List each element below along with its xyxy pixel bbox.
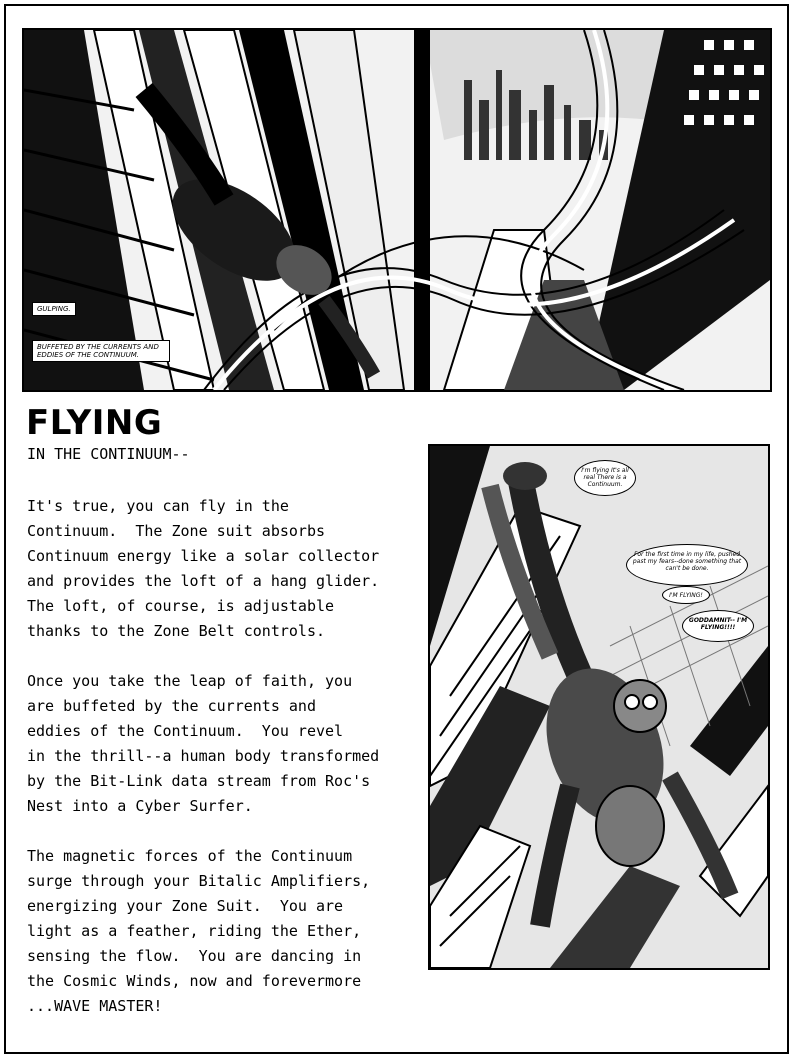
speech-balloon-4: GODDAMNIT-- I'M FLYING!!!!: [682, 610, 754, 642]
text-line: ...WAVE MASTER!: [27, 997, 163, 1015]
text-line: thanks to the Zone Belt controls.: [27, 622, 326, 640]
text-line: energizing your Zone Suit. You are: [27, 897, 344, 915]
text-line: eddies of the Continuum. You revel: [27, 722, 344, 740]
article-body: [27, 494, 422, 1019]
text-line: light as a feather, riding the Ether,: [27, 922, 362, 940]
text-line: Once you take the leap of faith, you: [27, 672, 353, 690]
text-line: Continuum energy like a solar collector: [27, 547, 380, 565]
text-line: Nest into a Cyber Surfer.: [27, 797, 253, 815]
city-flight-illustration: [24, 30, 770, 390]
text-line: The magnetic forces of the Continuum: [27, 847, 353, 865]
article-subtitle: IN THE CONTINUUM--: [27, 445, 190, 463]
text-line: It's true, you can fly in the: [27, 497, 289, 515]
article-title: FLYING: [26, 403, 163, 443]
paragraph-1: [27, 494, 422, 644]
paragraph-2: [27, 669, 422, 819]
diving-figure-illustration: [430, 446, 768, 968]
text-line: by the Bit-Link data stream from Roc's: [27, 772, 371, 790]
text-line: and provides the loft of a hang glider.: [27, 572, 380, 590]
text-line: The loft, of course, is adjustable: [27, 597, 335, 615]
caption-buffeted: BUFFETED BY THE CURRENTS AND EDDIES OF THE CONTINUUM.: [32, 340, 170, 362]
caption-gulping: GULPING.: [32, 302, 76, 316]
paragraph-3: [27, 844, 422, 1019]
top-comic-panel: [22, 28, 772, 392]
text-line: Continuum. The Zone suit absorbs: [27, 522, 326, 540]
speech-balloon-3: I'M FLYING!: [662, 586, 710, 604]
text-line: sensing the flow. You are dancing in: [27, 947, 362, 965]
speech-balloon-1: I'm flying It's all real There is a Continuum.: [574, 460, 636, 496]
text-line: surge through your Bitalic Amplifiers,: [27, 872, 371, 890]
text-line: the Cosmic Winds, now and forevermore: [27, 972, 362, 990]
side-comic-panel: [428, 444, 770, 970]
speech-balloon-2: For the first time in my life, pushed past my fears--done something that can't be done.: [626, 544, 748, 586]
text-line: are buffeted by the currents and: [27, 697, 316, 715]
text-line: in the thrill--a human body transformed: [27, 747, 380, 765]
